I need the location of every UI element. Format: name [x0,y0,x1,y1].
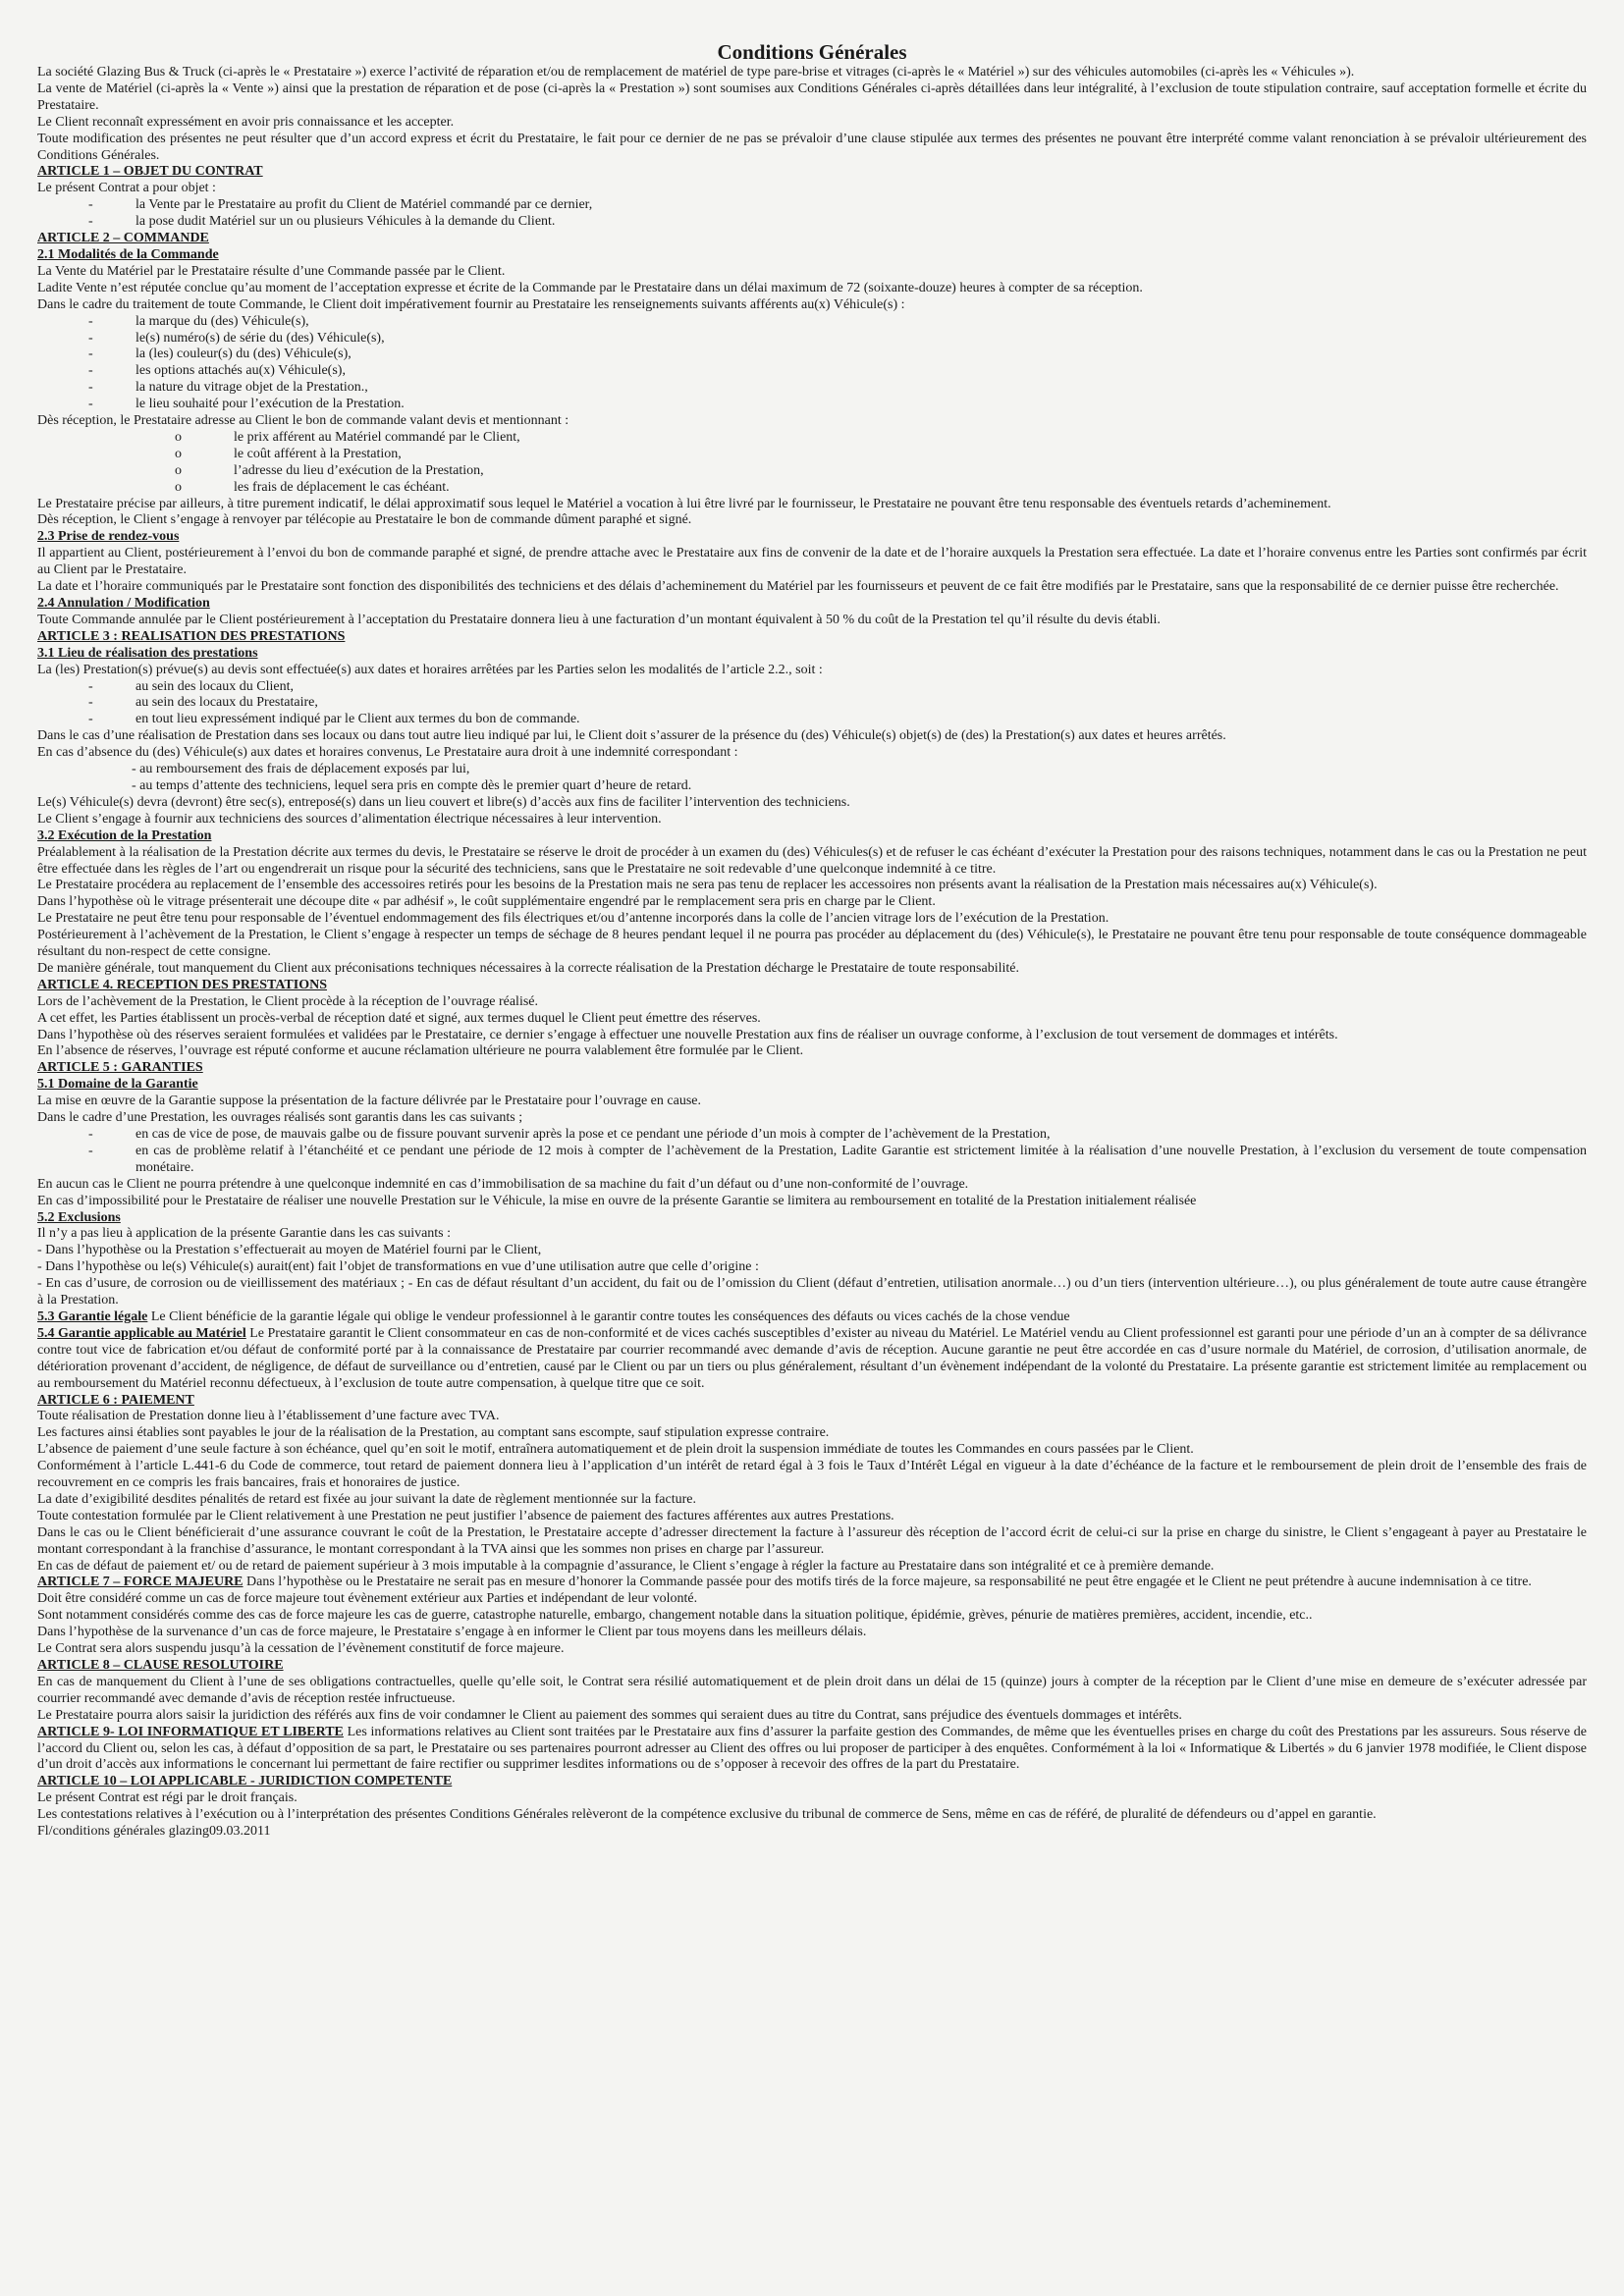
list-marker: - [88,678,93,694]
paragraph: La Vente du Matériel par le Prestataire résulte d’une Commande passée par le Client. [37,263,506,279]
list-item [37,331,1587,347]
paragraph: Le(s) Véhicule(s) devra (devront) être sec(s), entreposé(s) dans un lieu couvert et libre(s) d’accès aux fins de faciliter l’intervention des techniciens. [37,794,850,810]
paragraph: Le présent Contrat a pour objet : [37,181,216,196]
list-item-text: en cas de vice de pose, de mauvais galbe ou de fissure pouvant survenir après la pose et ce pendant une période d’un mois à compter de l’achèvement de la Prestation, [135,1127,1051,1142]
list-item [37,214,1587,231]
paragraph: En aucun cas le Client ne pourra prétendre à une quelconque indemnité en cas d’immobilisation de sa machine du fait d’un défaut ou d’une non-conformité de l’ouvrage. [37,1176,969,1192]
list-marker: - [88,347,93,362]
section-heading: 5.1 Domaine de la Garantie [37,1077,198,1093]
list-item [37,363,1587,380]
paragraph: En cas d’absence du (des) Véhicule(s) aux dates et horaires convenus, Le Prestataire aura droit à une indemnité correspondant : [37,745,738,761]
list-marker: - [88,380,93,396]
paragraph: Toute contestation formulée par le Client relativement à une Prestation ne peut justifier l’absence de paiement des factures afférentes aux autres Prestations. [37,1508,894,1523]
indented-line: - au temps d’attente des techniciens, lequel sera pris en compte dès le premier quart d’heure de retard. [132,777,692,793]
paragraph: Le Contrat sera alors suspendu jusqu’à la cessation de l’évènement constitutif de force majeure. [37,1641,565,1657]
list-item-text: le(s) numéro(s) de série du (des) Véhicule(s), [135,330,385,346]
paragraph: En cas de manquement du Client à l’une de ses obligations contractuelles, quelle qu’elle soit, le Contrat sera résilié automatiquement et de plein droit dans un délai de 15 (quinze) jours à compter de la réception par le Client d’une mise en demeure de s’exécuter adressée par courrier recommandé avec demande d’avis de réception restée infructueuse. [37,1674,1587,1706]
list-marker: - [88,1127,93,1142]
list-item-text: la pose dudit Matériel sur un ou plusieurs Véhicules à la demande du Client. [135,214,556,230]
paragraph: Conformément à l’article L.441-6 du Code de commerce, tout retard de paiement donnera lieu à l’application d’un intérêt de retard égal à 3 fois le Taux d’Intérêt Légal en vigueur à la date d’échéance de la facture et le remboursement de plein droit de l’ensemble des frais de recouvrement en ce compris les frais bancaires, frais et honoraires de justice. [37,1459,1587,1491]
section-heading: ARTICLE 4. RECEPTION DES PRESTATIONS [37,977,327,992]
list-item-text: en tout lieu expressément indiqué par le Client aux termes du bon de commande. [135,712,580,727]
list-item-text: le lieu souhaité pour l’exécution de la Prestation. [135,397,405,412]
list-marker: - [88,214,93,230]
list-item [37,1127,1587,1144]
list-item-text: le prix afférent au Matériel commandé par le Client, [234,429,520,445]
document-body [37,65,1587,1824]
paragraph: Le Prestataire pourra alors saisir la juridiction des référés aux fins de voir condamner le Client au paiement des sommes qui seraient dues au titre du Contrat, sans préjudice des éventuels dommages et intérêts. [37,1707,1182,1723]
section-heading: ARTICLE 8 – CLAUSE RESOLUTOIRE [37,1658,284,1673]
paragraph: - Dans l’hypothèse ou la Prestation s’effectuerait au moyen de Matériel fourni par le Client, [37,1243,542,1258]
section-heading: 2.4 Annulation / Modification [37,596,210,611]
section-heading: 3.1 Lieu de réalisation des prestations [37,645,258,661]
section-paragraph [37,1326,1587,1393]
paragraph: La date d’exigibilité desdites pénalités de retard est fixée au jour suivant la date de règlement mentionnée sur la facture. [37,1491,696,1507]
paragraph: La société Glazing Bus & Truck (ci-après le « Prestataire ») exerce l’activité de réparation et/ou de remplacement de matériel de type pare-brise et vitrages (ci-après le « Matériel ») sur des véhicules automobiles (ci-après les « Véhicules »). [37,65,1355,80]
list-marker: o [175,479,182,495]
paragraph: De manière générale, tout manquement du Client aux préconisations techniques nécessaires à la correcte réalisation de la Prestation décharge le Prestataire de toute responsabilité. [37,960,1019,976]
sub-list-item [37,463,1587,480]
paragraph: En cas d’impossibilité pour le Prestataire de réaliser une nouvelle Prestation sur le Véhicule, la mise en ouvre de la présente Garantie se limitera au remboursement en totalité de la Prestation initialement réalisée [37,1193,1197,1208]
section-paragraph [37,1725,1587,1775]
list-item-text: la marque du (des) Véhicule(s), [135,313,309,329]
paragraph: Le Prestataire ne peut être tenu pour responsable de l’éventuel endommagement des fils électriques et/ou d’antenne incorporés dans la colle de l’ancien vitrage lors de l’exécution de la Prestation. [37,911,1110,927]
list-item-text: les options attachés au(x) Véhicule(s), [135,363,346,379]
list-item [37,314,1587,331]
sub-list-item [37,430,1587,447]
section-heading: ARTICLE 1 – OBJET DU CONTRAT [37,164,263,180]
list-marker: - [88,712,93,727]
paragraph: Postérieurement à l’achèvement de la Prestation, le Client s’engage à respecter un temps de séchage de 8 heures pendant lequel il ne pourra pas procéder au déplacement du (des) Véhicule(s), le Prestataire ne pouvant être tenu pour responsable de toute conséquence dommageable résultant du non-respect de cette consigne. [37,928,1587,960]
list-item-text: au sein des locaux du Prestataire, [135,695,318,711]
list-item [37,712,1587,728]
list-item-text: la Vente par le Prestataire au profit du Client de Matériel commandé par ce dernier, [135,197,593,213]
list-item [37,695,1587,712]
paragraph-text: Dans l’hypothèse ou le Prestataire ne serait pas en mesure d’honorer la Commande passée pour des motifs tirés de la force majeure, sa responsabilité ne peut être engagée et le Client ne peut prétendre à aucune indemnisation à ce titre. [243,1575,1532,1590]
list-item [37,380,1587,397]
list-marker: o [175,446,182,461]
section-heading: ARTICLE 6 : PAIEMENT [37,1392,194,1408]
paragraph: Sont notamment considérés comme des cas de force majeure les cas de guerre, catastrophe naturelle, embargo, changement notable dans la situation politique, épidémie, grèves, pénurie de matières premières, accident, incendie, etc.. [37,1608,1313,1624]
document-page [37,39,1587,1841]
paragraph: En cas de défaut de paiement et/ ou de retard de paiement supérieur à 3 mois imputable à la compagnie d’assurance, le Client s’engage à régler la facture au Prestataire dans son intégralité et ce à première demande. [37,1558,1215,1574]
section-heading: ARTICLE 7 – FORCE MAJEURE [37,1575,244,1590]
paragraph: Les factures ainsi établies sont payables le jour de la réalisation de la Prestation, au comptant sans escompte, sauf stipulation expresse contraire. [37,1425,830,1441]
paragraph: Dans l’hypothèse où le vitrage présenterait une découpe dite « par adhésif », le coût supplémentaire engendré par le remplacement sera pris en charge par le Client. [37,894,936,910]
list-item [37,1144,1587,1177]
paragraph: Il appartient au Client, postérieurement à l’envoi du bon de commande paraphé et signé, de prendre attache avec le Prestataire aux fins de convenir de la date et de l’horaire auxquels la Prestation sera effectuée. La date et l’horaire convenus entre les Parties sont confirmés par écrit au Client par le Prestataire. [37,546,1587,578]
paragraph: A cet effet, les Parties établissent un procès-verbal de réception daté et signé, aux termes duquel le Client peut émettre des réserves. [37,1010,761,1026]
section-heading: ARTICLE 5 : GARANTIES [37,1060,203,1076]
list-item [37,679,1587,696]
list-marker: o [175,429,182,445]
list-marker: - [88,313,93,329]
paragraph-text: Le Prestataire garantit le Client consommateur en cas de non-conformité et de vices cachés susceptibles d’exister au niveau du Matériel. Le Matériel vendu au Client professionnel est garanti pour une période d’un an à compter de sa délivrance contre tout vice de fabrication et/ou défaut de conformité porté par à la connaissance de Prestataire par courrier recommandé avec demande d’avis de réception. Aucune garantie ne peut être accordée en cas d’usure normale du Matériel, de corrosion, d’utilisation anormale, de détérioration provenant d’accident, de négligence, de défaut de surveillance ou d’entretien, causé par le Client ou par un tiers ou plus généralement, résultant d’un évènement indépendant de la volonté du Prestataire. La présente garantie est strictement limitée au remplacement ou au remboursement du Matériel reconnu défectueux, à l’exclusion de toute autre compensation, à quelque titre que ce soit. [37,1325,1587,1391]
list-item-text: les frais de déplacement le cas échéant. [234,479,450,495]
paragraph: La date et l’horaire communiqués par le Prestataire sont fonction des disponibilités des techniciens et des délais d’acheminement du Matériel par les fournisseurs et peuvent de ce fait être modifiés par le Prestataire, sans que la responsabilité de ce dernier puisse être recherchée. [37,579,1559,595]
paragraph: Toute Commande annulée par le Client postérieurement à l’acceptation du Prestataire donnera lieu à une facturation d’un montant équivalent à 50 % du coût de la Prestation tel qu’il résulte du devis établi. [37,612,1161,627]
list-marker: - [88,397,93,412]
list-marker: - [88,330,93,346]
section-heading: ARTICLE 3 : REALISATION DES PRESTATIONS [37,628,346,644]
list-item-text: la (les) couleur(s) du (des) Véhicule(s), [135,347,352,362]
section-heading: 2.3 Prise de rendez-vous [37,529,180,545]
list-item-text: la nature du vitrage objet de la Prestation., [135,380,368,396]
section-heading: 5.3 Garantie légale [37,1308,148,1324]
paragraph: Préalablement à la réalisation de la Prestation décrite aux termes du devis, le Prestataire se réserve le droit de procéder à un examen du (des) Véhicules(s) et de refuser le cas échéant d’exécuter la Prestation pour des raisons techniques, notamment dans le cas ou la Prestation ne peut être effectuée dans les règles de l’art ou engendrerait un risque pour la sécurité des techniciens, sans que le Prestataire ne soit redevable d’une quelconque indemnité à ce titre. [37,844,1587,877]
list-item-text: au sein des locaux du Client, [135,678,294,694]
sub-list-item [37,480,1587,497]
list-item [37,197,1587,214]
list-item [37,397,1587,413]
document-title: Conditions Générales [717,40,907,64]
paragraph: Dans le cas d’une réalisation de Prestation dans ses locaux ou dans tout autre lieu indiqué par lui, le Client doit s’assurer de la présence du (des) Véhicule(s) objet(s) de (des) la Prestation(s) aux dates et heures arrêtés. [37,728,1226,744]
section-paragraph [37,1309,1587,1326]
section-heading: ARTICLE 2 – COMMANDE [37,231,209,246]
paragraph: Le présent Contrat est régi par le droit français. [37,1790,298,1806]
paragraph: La vente de Matériel (ci-après la « Vente ») ainsi que la prestation de réparation et de pose (ci-après la « Prestation ») sont soumises aux Conditions Générales ci-après détaillées dans leur intégralité, à l’exclusion de toute stipulation contraire, sauf acceptation formelle et écrite du Prestataire. [37,80,1587,113]
indented-line: - au remboursement des frais de déplacement exposés par lui, [132,762,470,777]
list-marker: - [88,695,93,711]
list-marker: - [88,1143,93,1158]
paragraph: Toute réalisation de Prestation donne lieu à l’établissement d’une facture avec TVA. [37,1409,500,1424]
paragraph: Le Prestataire précise par ailleurs, à titre purement indicatif, le délai approximatif sous lequel le Matériel a vocation à lui être livré par le fournisseur, le Prestataire ne pouvant être tenu responsable des éventuels retards d’acheminement. [37,496,1331,511]
paragraph: L’absence de paiement d’une seule facture à son échéance, quel qu’en soit le motif, entraînera automatiquement et de plein droit la suspension immédiate de toutes les Commandes en cours passées par le Client. [37,1442,1194,1458]
list-marker: o [175,462,182,478]
paragraph: Lors de l’achèvement de la Prestation, le Client procède à la réception de l’ouvrage réalisé. [37,993,539,1009]
list-item-text: en cas de problème relatif à l’étanchéité et ce pendant une période de 12 mois à compter de l’achèvement de la Prestation, Ladite Garantie est strictement limitée à la réalisation d’une nouvelle Prestation, à l’exclusion du versement de toute compensation monétaire. [135,1143,1587,1175]
paragraph: Dans le cadre du traitement de toute Commande, le Client doit impérativement fournir au Prestataire les renseignements suivants afférents au(x) Véhicule(s) : [37,296,905,312]
paragraph: Il n’y a pas lieu à application de la présente Garantie dans les cas suivants : [37,1226,452,1242]
paragraph-text: Le Client bénéficie de la garantie légale qui oblige le vendeur professionnel à le garantir contre toutes les conséquences des défauts ou vices cachés de la chose vendue [147,1308,1070,1324]
section-heading: ARTICLE 9- LOI INFORMATIQUE ET LIBERTE [37,1724,344,1739]
sub-list-item [37,447,1587,463]
paragraph: En l’absence de réserves, l’ouvrage est réputé conforme et aucune réclamation ultérieure ne pourra valablement être formulée par le Client. [37,1043,804,1059]
section-heading: 5.4 Garantie applicable au Matériel [37,1325,246,1341]
paragraph: Ladite Vente n’est réputée conclue qu’au moment de l’acceptation expresse et écrite de la Commande par le Prestataire dans un délai maximum de 72 (soixante-douze) heures à compter de sa réception. [37,280,1143,295]
document-footer: Fl/conditions générales glazing09.03.2011 [37,1824,271,1840]
paragraph: Le Client reconnaît expressément en avoir pris connaissance et les accepter. [37,114,455,130]
list-item [37,347,1587,363]
paragraph: Le Client s’engage à fournir aux techniciens des sources d’alimentation électrique nécessaires à leur intervention. [37,811,662,827]
section-heading: ARTICLE 10 – LOI APPLICABLE - JURIDICTION COMPETENTE [37,1774,453,1789]
paragraph: Dès réception, le Prestataire adresse au Client le bon de commande valant devis et mentionnant : [37,413,569,429]
paragraph: Doit être considéré comme un cas de force majeure tout évènement extérieur aux Parties et indépendant de leur volonté. [37,1591,698,1607]
section-heading: 5.2 Exclusions [37,1209,121,1225]
paragraph: Le Prestataire procédera au replacement de l’ensemble des accessoires retirés pour les besoins de la Prestation mais ne sera pas tenu de replacer les accessoires non présents avant la réalisation de la Prestation mais nécessaires au(x) Véhicule(s). [37,878,1378,893]
paragraph: Les contestations relatives à l’exécution ou à l’interprétation des présentes Conditions Générales relèveront de la compétence exclusive du tribunal de commerce de Sens, même en cas de référé, de pluralité de défendeurs ou d’appel en garantie. [37,1807,1377,1823]
section-heading: 2.1 Modalités de la Commande [37,246,219,262]
paragraph: Dans le cas ou le Client bénéficierait d’une assurance couvrant le coût de la Prestation, le Prestataire accepte d’adresser directement la facture à l’assureur dès réception de l’accord écrit de celui-ci sur la prise en charge du sinistre, le Client s’engageant à payer au Prestataire le montant correspondant à la franchise d’assurance, le montant correspondant à la TVA ainsi que les sommes non prises en charge par l’assureur. [37,1524,1587,1557]
paragraph: - En cas d’usure, de corrosion ou de vieillissement des matériaux ; - En cas de défaut résultant d’un accident, du fait ou de l’omission du Client (défaut d’entretien, utilisation anormale…) ou d’un tiers (intervention ultérieure…), ou plus généralement de toute autre cause étrangère à la Prestation. [37,1276,1587,1308]
list-marker: - [88,197,93,213]
paragraph: Dès réception, le Client s’engage à renvoyer par télécopie au Prestataire le bon de commande dûment paraphé et signé. [37,512,692,528]
section-paragraph [37,1575,1587,1591]
list-marker: - [88,363,93,379]
paragraph-text: Les informations relatives au Client sont traitées par le Prestataire aux fins d’assurer la parfaite gestion des Commandes, de même que les éventuelles prises en charge du coût des Prestations par les assureurs. Sous réserve de l’accord du Client ou, selon les cas, à défaut d’opposition de sa part, le Prestataire ou ses partenaires pourront adresser au Client des offres ou lui proposer de participer à des enquêtes. Conformément à la loi « Informatique & Libertés » du 6 janvier 1978 modifiée, le Client dispose d’un droit d’accès aux informations le concernant lui permettant de faire rectifier ou supprimer lesdites informations ou de s’opposer à recevoir des offres de la part du Prestataire. [37,1724,1587,1773]
paragraph: Dans l’hypothèse où des réserves seraient formulées et validées par le Prestataire, ce dernier s’engage à effectuer une nouvelle Prestation aux fins de réaliser un ouvrage conforme, à l’exclusion de tout versement de dommages et intérêts. [37,1027,1338,1042]
list-item-text: le coût afférent à la Prestation, [234,446,402,461]
paragraph: La mise en œuvre de la Garantie suppose la présentation de la facture délivrée par le Prestataire pour l’ouvrage en cause. [37,1094,701,1109]
paragraph: Toute modification des présentes ne peut résulter que d’un accord express et écrit du Prestataire, le fait pour ce dernier de ne pas se prévaloir d’une clause stipulée aux termes des présentes ne pouvant être interprété comme valant renonciation à se prévaloir ultérieurement des Conditions Générales. [37,131,1587,163]
list-item-text: l’adresse du lieu d’exécution de la Prestation, [234,462,484,478]
paragraph: Dans le cadre d’une Prestation, les ouvrages réalisés sont garantis dans les cas suivants ; [37,1110,523,1126]
paragraph: Dans l’hypothèse de la survenance d’un cas de force majeure, le Prestataire s’engage à en informer le Client par tous moyens dans les meilleurs délais. [37,1625,867,1640]
paragraph: - Dans l’hypothèse ou le(s) Véhicule(s) aurait(ent) fait l’objet de transformations en vue d’une utilisation autre que celle d’origine : [37,1259,759,1275]
section-heading: 3.2 Exécution de la Prestation [37,828,212,843]
paragraph: La (les) Prestation(s) prévue(s) au devis sont effectuée(s) aux dates et horaires arrêtées par les Parties selon les modalités de l’article 2.2., soit : [37,662,823,677]
